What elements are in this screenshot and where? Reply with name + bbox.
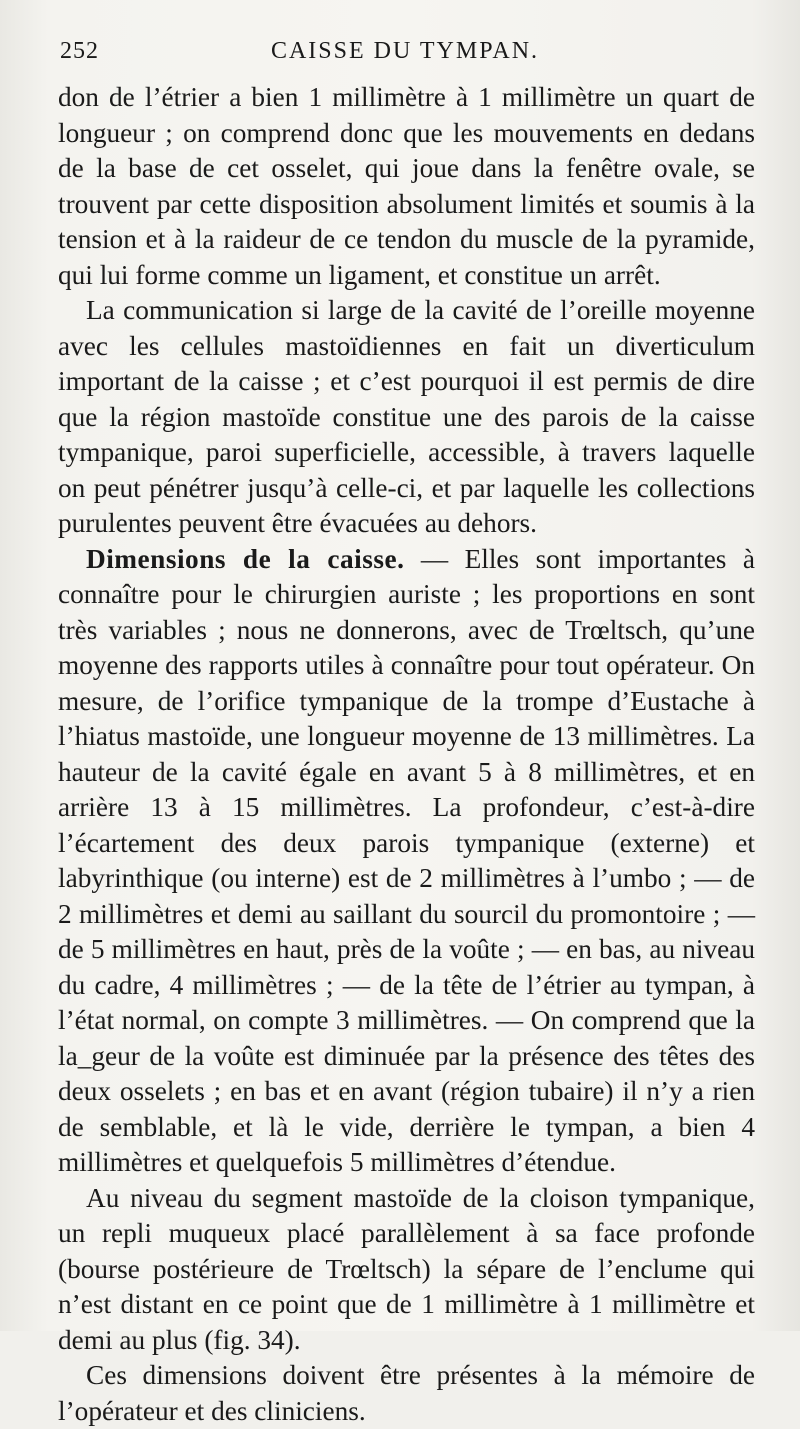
running-title: CAISSE DU TYMPAN. — [270, 38, 540, 64]
section-heading: Dimensions de la caisse. — [86, 543, 405, 574]
paragraph-continuation: don de l’étrier a bien 1 millimètre à 1 millimètre un quart de longueur ; on comprend donc que les mouvements en dedans de la base de cet osselet, qui joue dans la fenêtre ovale, se trouvent par cette disposition absolument limités et soumis à la tension et à la raideur de ce tendon du muscle de la pyramide, qui lui forme comme un ligament, et constitue un arrêt. — [58, 82, 755, 290]
paragraph-dimensions — [58, 542, 755, 1181]
page-header — [58, 34, 752, 74]
paragraph-communication: La communication si large de la cavité de l’oreille moyenne avec les cellules mastoïdiennes en fait un diverticulum important de la caisse ; et c’est pourquoi il est permis de dire que la région mastoïde constitue une des parois de la caisse tympanique, paroi superficielle, accessible, à travers laquelle on peut pénétrer jusqu’à celle-ci, et par laquelle les collections purulentes peuvent être évacuées au dehors. — [58, 295, 755, 538]
body-text — [58, 80, 755, 1429]
paragraph-dimensions-text: — Elles sont importantes à connaître pour le chirurgien auriste ; les proportions en sont très variables ; nous ne donnerons, avec de Trœltsch, qu’une moyenne des rapports utiles à connaître pour tout opérateur. On mesure, de l’orifice tympanique de la trompe d’Eustache à l’hiatus mastoïde, une longueur moyenne de 13 millimètres. La hauteur de la cavité égale en avant 5 à 8 millimètres, et en arrière 13 à 15 millimètres. La profondeur, c’est-à-dire l’écartement des deux parois tympanique (externe) et labyrinthique (ou interne) est de 2 millimètres à l’umbo ; — de 2 millimètres et demi au saillant du sourcil du promontoire ; — de 5 millimètres en haut, près de la voûte ; — en bas, au niveau du cadre, 4 millimètres ; — de la tête de l’étrier au tympan, à l’état normal, on compte 3 millimètres. — On comprend que la la_geur de la voûte est diminuée par la présence des têtes des deux osselets ; en bas et en avant (région tubaire) il n’y a rien de semblable, et là le vide, derrière le tympan, a bien 4 millimètres et quelquefois 5 millimètres d’étendue. — [58, 543, 755, 1177]
paragraph-mastoid-segment: Au niveau du segment mastoïde de la cloison tympanique, un repli muqueux placé parallèlement à sa face profonde (bourse postérieure de Trœltsch) la sépare de l’enclume qui n’est distant en ce point que de 1 millimètre à 1 millimètre et demi au plus (fig. 34). — [58, 1182, 755, 1355]
paragraph-conclusion: Ces dimensions doivent être présentes à la mémoire de l’opérateur et des cliniciens. — [58, 1360, 755, 1426]
page-number: 252 — [60, 38, 99, 64]
